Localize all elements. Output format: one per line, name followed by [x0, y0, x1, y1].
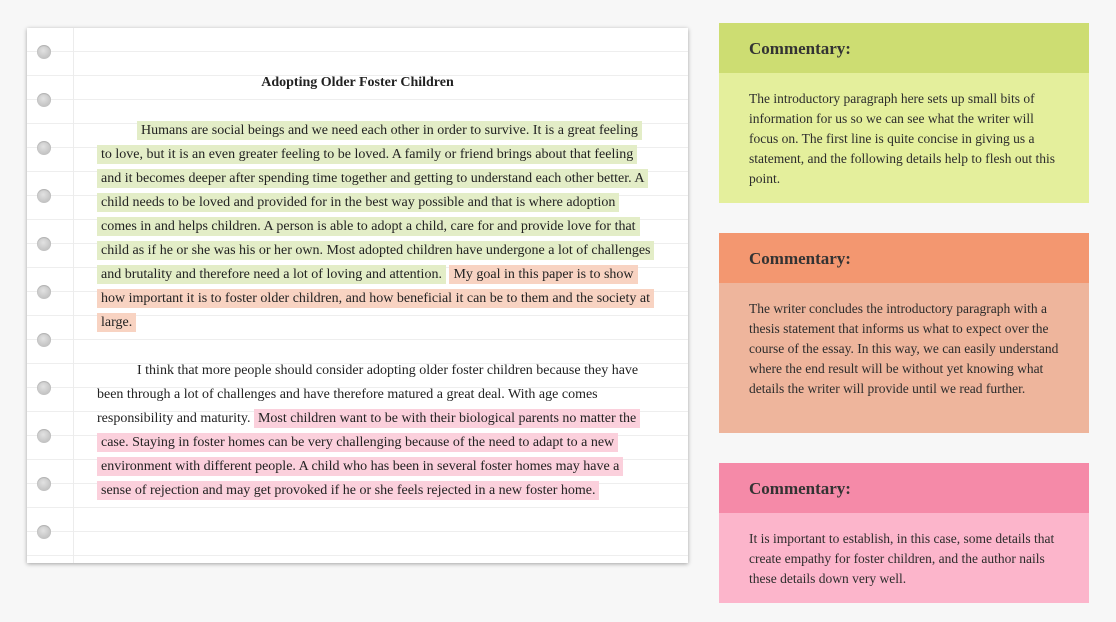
highlight-intro-details: Humans are social beings and we need each other in order to survive. It is a great feeling to love, but it is an even greater feeling to be loved. A family or friend brings about that feeling and it becomes deeper after spending time together and getting to understand each other better. A child needs to be loved and provided for in the best way possible and that is where adoption comes in and helps children. A person is able to adopt a child, care for and provide love for that child as if he or she was his or her own. Most adopted children have undergone a lot of challenges and brutality and therefore need a lot of loving and attention. — [97, 121, 654, 284]
paragraph-body — [97, 359, 651, 503]
commentary-heading: Commentary: — [719, 463, 1089, 513]
binder-hole-icon — [37, 237, 51, 251]
binder-hole-icon — [37, 189, 51, 203]
highlight-thesis-statement: My goal in this paper is to show how important it is to foster older children, and how beneficial it can be to them and the society at large. — [97, 265, 654, 332]
notebook-paper — [27, 28, 688, 563]
commentary-card-3 — [719, 463, 1089, 603]
highlight-empathy-details: Most children want to be with their biological parents no matter the case. Staying in foster homes can be very challenging because of the need to adapt to a new environment with different people. A child who has been in several foster homes may have a sense of rejection and may get provoked if he or she feels rejected in a new foster home. — [97, 409, 640, 500]
binder-hole-icon — [37, 285, 51, 299]
binder-hole-icon — [37, 93, 51, 107]
binder-hole-icon — [37, 381, 51, 395]
binder-hole-icon — [37, 477, 51, 491]
paragraph-introduction — [97, 119, 651, 335]
document-title: Adopting Older Foster Children — [261, 75, 454, 90]
binder-hole-icon — [37, 429, 51, 443]
commentary-text: The introductory paragraph here sets up small bits of information for us so we can see what the writer will focus on. The first line is quite concise in giving us a statement, and the following details help to flesh out this point. — [719, 73, 1089, 203]
commentary-text: It is important to establish, in this case, some details that create empathy for foster children, and the author nails these details down very well. — [719, 513, 1089, 603]
commentary-card-1 — [719, 23, 1089, 203]
binder-hole-icon — [37, 333, 51, 347]
binder-hole-icon — [37, 45, 51, 59]
binder-hole-icon — [37, 141, 51, 155]
binder-hole-icon — [37, 525, 51, 539]
body-plain-text: I think that more people should consider adopting older foster children because they have been through a lot of challenges and have therefore matured a great deal. With age comes responsibility and maturity. — [97, 363, 639, 426]
commentary-heading: Commentary: — [719, 233, 1089, 283]
commentary-text: The writer concludes the introductory paragraph with a thesis statement that informs us what to expect over the course of the essay. In this way, we can easily understand where the end result will be without yet knowing what details the writer will provide until we read further. — [719, 283, 1089, 433]
commentary-heading: Commentary: — [719, 23, 1089, 73]
commentary-card-2 — [719, 233, 1089, 433]
